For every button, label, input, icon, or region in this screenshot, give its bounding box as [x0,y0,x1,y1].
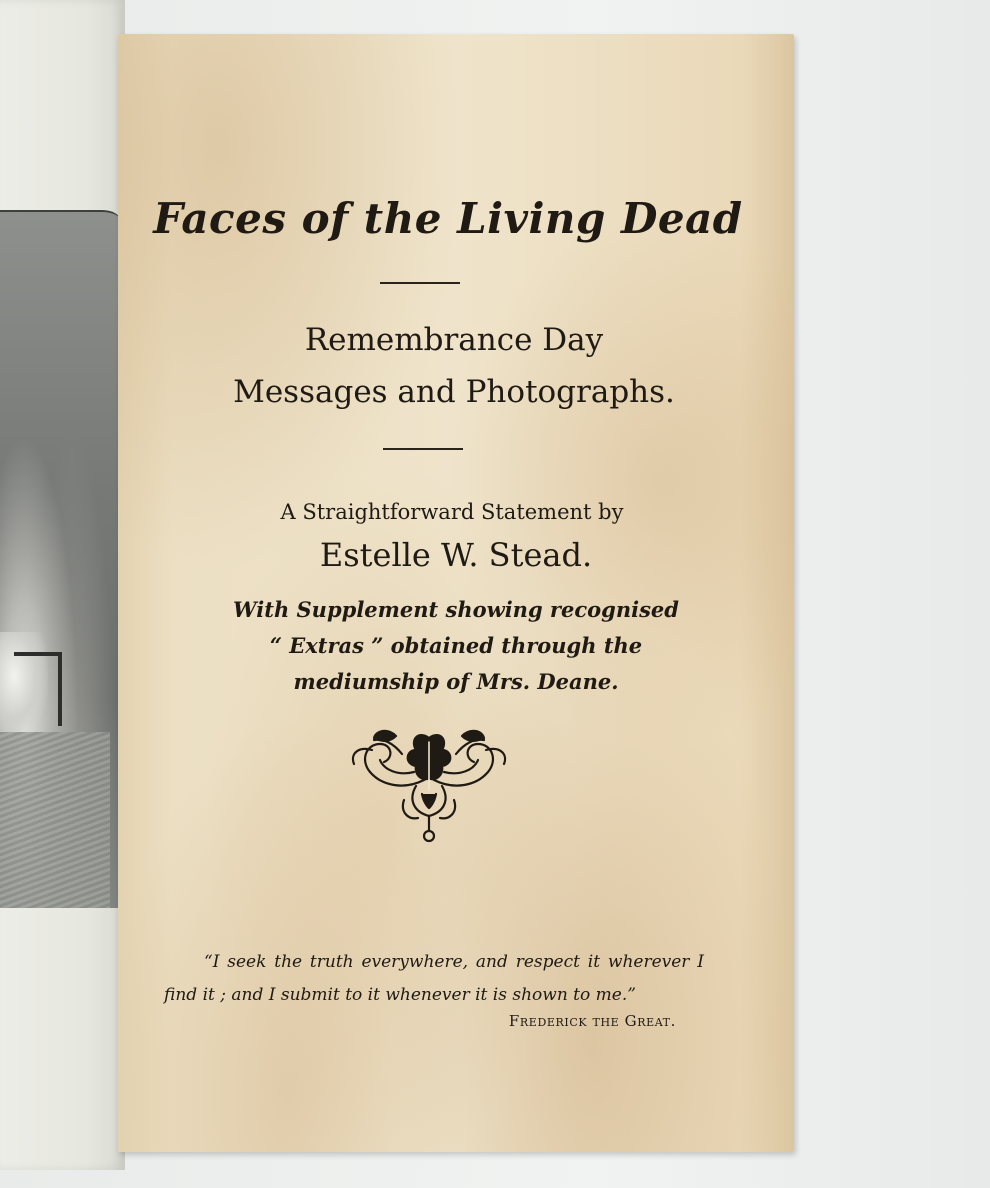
left-facing-page [0,0,125,1170]
floral-ornament-icon [344,720,514,850]
divider-rule [383,448,463,450]
epigraph-quote: “I seek the truth everywhere, and respect it wherever I find it ; and I submit to it whenever it is shown to me.” [164,952,704,1005]
subtitle [116,314,792,418]
book-title: Faces of the Living Dead [153,194,743,243]
author-name: Estelle W. Stead. [319,536,593,574]
frontispiece-photograph [0,210,120,908]
supplement-line: With Supplement showing recognised [233,597,679,622]
photo-chair [14,652,62,726]
supplement-line: mediumship of Mrs. Deane. [293,669,619,694]
byline: A Straightforward Statement by [280,500,624,524]
subtitle-line: Messages and Photographs. [233,374,675,410]
title-page [118,34,794,1152]
supplement-line: “ Extras ” obtained through the [269,633,643,658]
subtitle-line: Remembrance Day [304,322,604,358]
quote-attribution: Frederick the Great. [508,1012,676,1030]
photo-drape [0,732,110,908]
supplement-note [118,592,794,700]
divider-rule [380,282,460,284]
